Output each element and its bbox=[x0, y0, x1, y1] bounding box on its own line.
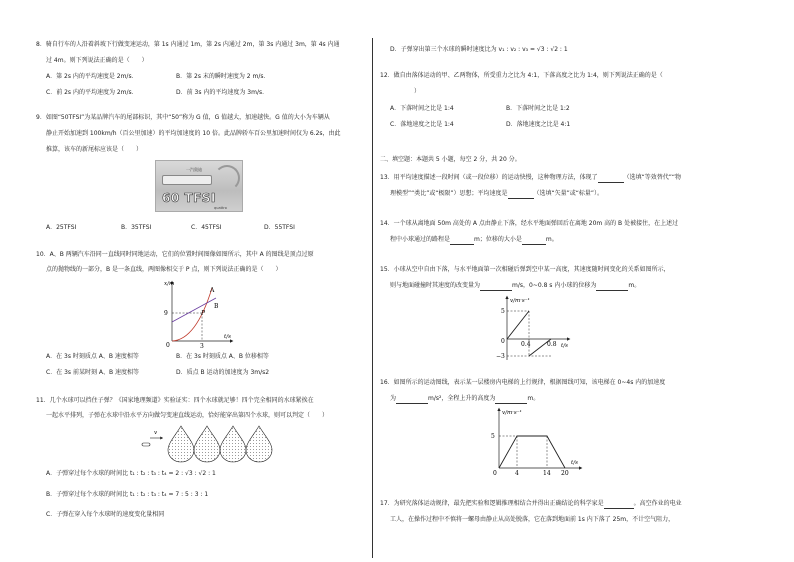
water-ball-4 bbox=[246, 426, 272, 462]
q10-xlabel: t/s bbox=[224, 334, 231, 340]
q15-ylabel: v/m·s⁻¹ bbox=[510, 298, 530, 304]
q17-blank-1[interactable] bbox=[604, 500, 634, 509]
q13-line2 bbox=[390, 190, 603, 199]
q16-origin: 0 bbox=[493, 470, 497, 476]
q9-stem-line3: 推算，该车的新尾标应该是（ ） bbox=[46, 146, 143, 153]
q14-line2 bbox=[390, 236, 558, 245]
q16-line2 bbox=[390, 395, 539, 404]
tail-light-curve bbox=[214, 165, 240, 191]
q17-line1-a: 17．为研究落体运动规律，最先把实验和逻辑推理相结合并得出正确结论的科学家是 bbox=[380, 500, 604, 507]
q8-option-a[interactable]: A．第 2s 内的平均速度是 2m/s． bbox=[46, 73, 138, 80]
q8-stem-line2: 过 4m。则下列说法正确的是（ ） bbox=[46, 57, 148, 64]
q9-option-a[interactable]: A．25TFSI bbox=[46, 224, 77, 231]
q10-stem-line1: 10．A、B 两辆汽车沿同一直线同时同地运动，它们的位置时间图像如图所示，其中 A 的图线是顶点过原 bbox=[36, 251, 314, 258]
q15-vt-graph bbox=[493, 294, 573, 364]
q10-ylabel: x/m bbox=[164, 281, 175, 287]
q8-option-d[interactable]: D．前 3s 内的平均速度为 3m/s． bbox=[176, 89, 269, 96]
q9-option-c[interactable]: C．45TFSI bbox=[191, 224, 222, 231]
q16-velocity-line bbox=[499, 436, 565, 468]
q13-line1 bbox=[380, 174, 681, 183]
car-badge-model-text: 60 TFSI bbox=[162, 191, 216, 205]
q15-xtick-1: 0.4 bbox=[521, 341, 531, 348]
q10-label-p: P bbox=[201, 310, 206, 317]
car-badge-sub-text: quattro bbox=[214, 206, 227, 210]
q14-blank-2[interactable] bbox=[522, 236, 546, 245]
q16-blank-2[interactable] bbox=[495, 395, 527, 404]
q15-ytick-pos: 5 bbox=[501, 308, 505, 315]
q10-ytick: 9 bbox=[164, 310, 168, 317]
q17-line2: 工人，在操作过程中不慎将一螺母由静止从高处脱落，它在落到地面前 1s 内下落了 25m，不计空气阻力， bbox=[390, 516, 675, 523]
q10-option-b[interactable]: B．在 3s 时刻质点 A、B 位移相等 bbox=[176, 353, 269, 360]
q11-option-d[interactable]: D．子弹穿出第三个水球的瞬时速度比为 v₁ : v₂ : v₃ = √3 : √2 : 1 bbox=[390, 46, 568, 53]
water-balls-figure bbox=[138, 424, 288, 464]
q13-line2-b: （选填“矢量”或“标量”）。 bbox=[533, 190, 603, 197]
q10-label-b: B bbox=[214, 303, 219, 310]
q9-option-d[interactable]: D．55TFSI bbox=[264, 224, 295, 231]
q13-line2-a: 理模型”“类比”或“极限”）思想；平均速度是 bbox=[390, 190, 508, 197]
q11-stem-line2: 一起水平排列，子弹在水球中沿水平方向做匀变速直线运动，恰好能穿出第四个水球，则可以判定（ ） bbox=[46, 412, 329, 419]
q15-xtick-2: 0.8 bbox=[547, 341, 557, 348]
left-column bbox=[0, 0, 375, 562]
q16-ytick: 5 bbox=[491, 433, 495, 440]
bullet-velocity-label: v bbox=[154, 430, 158, 436]
q12-option-b[interactable]: B．下落时间之比是 1:2 bbox=[506, 105, 570, 112]
q16-blank-1[interactable] bbox=[396, 395, 428, 404]
q13-blank-1[interactable] bbox=[598, 174, 624, 183]
q16-xlabel: t/s bbox=[571, 460, 578, 466]
section-2-heading: 二、填空题：本题共 5 小题，每空 2 分，共 20 分。 bbox=[380, 156, 521, 163]
q15-xlabel: t/s bbox=[561, 343, 568, 349]
q15-ytick-neg: −3 bbox=[496, 353, 505, 360]
q10-option-a[interactable]: A．在 3s 时刻质点 A、B 速度相等 bbox=[46, 353, 139, 360]
q10-line-b bbox=[172, 298, 216, 322]
bullet bbox=[142, 443, 150, 446]
q13-blank-2[interactable] bbox=[508, 190, 534, 199]
q8-option-b[interactable]: B．第 2s 末的瞬时速度为 2 m/s． bbox=[176, 73, 270, 80]
q10-curve-a bbox=[172, 288, 212, 341]
q14-blank-1[interactable] bbox=[450, 236, 474, 245]
car-badge-photo bbox=[155, 160, 243, 212]
q10-label-a: A bbox=[210, 287, 215, 294]
q10-xtick: 3 bbox=[200, 343, 204, 348]
q15-line2-a: 则与地面碰撞时其速度的改变量为 bbox=[390, 282, 481, 289]
water-ball-2 bbox=[194, 426, 220, 462]
q15-line2-c: m。 bbox=[628, 282, 641, 289]
q14-line2-a: 程中小球通过的路程是 bbox=[390, 236, 451, 243]
q14-line2-c: m。 bbox=[545, 236, 558, 243]
water-ball-1 bbox=[168, 426, 194, 462]
q10-stem-line2: 点的抛物线的一部分，B 是一条直线，两图像相交于 P 点，则下列说法正确的是（ ） bbox=[46, 266, 282, 273]
badge-plate bbox=[162, 175, 212, 185]
q16-line2-c: m。 bbox=[527, 395, 540, 402]
q16-xtick-2: 14 bbox=[543, 470, 551, 476]
q15-line2 bbox=[390, 282, 640, 291]
q8-stem-line1: 8．骑自行车的人沿着斜坡下行做变速运动，第 1s 内通过 1m，第 2s 内通过 2m，第 3s 内通过 3m，第 4s 内通 bbox=[36, 41, 340, 48]
q15-blank-2[interactable] bbox=[596, 282, 628, 291]
q12-option-d[interactable]: D．落地速度之比是 4:1 bbox=[506, 121, 571, 128]
q15-blank-1[interactable] bbox=[480, 282, 512, 291]
q10-option-d[interactable]: D．质点 B 运动的加速度为 3m/s2 bbox=[176, 369, 270, 376]
right-column bbox=[375, 0, 794, 562]
water-ball-3 bbox=[220, 426, 246, 462]
q9-option-b[interactable]: B．35TFSI bbox=[121, 224, 152, 231]
q15-origin: 0 bbox=[501, 338, 505, 345]
q10-origin: 0 bbox=[166, 342, 170, 348]
q11-option-a[interactable]: A．子弹穿过每个水球的时间比 t₁ : t₂ : t₃ : t₄ = 2 : √3 : √2 : 1 bbox=[46, 470, 216, 477]
q11-option-b[interactable]: B．子弹穿过每个水球的时间比 t₁ : t₂ : t₃ : t₄ = 7 : 5 : 3 : 1 bbox=[46, 491, 209, 498]
q12-option-c[interactable]: C．落地速度之比是 1:4 bbox=[390, 121, 454, 128]
q9-stem-line2: 静止开始加速到 100km/h（百公里加速）的平均加速度的 10 倍。此品牌轿车百公里加速时间仅为 6.2s，由此 bbox=[46, 130, 341, 137]
q16-line1: 16．如图所示的运动图线，表示某一层楼房内电梯的上行规律，根据图线可知，该电梯在 0~4s 内的加速度 bbox=[380, 379, 666, 386]
q13-line1-b: （选填“等效替代”“物 bbox=[623, 174, 681, 181]
q10-option-c[interactable]: C．在 3s 前某时刻 A、B 速度相等 bbox=[46, 369, 139, 376]
q17-line1 bbox=[380, 500, 682, 509]
q16-line2-a: 为 bbox=[390, 395, 397, 402]
q16-xtick-3: 20 bbox=[561, 470, 569, 476]
q16-xtick-1: 4 bbox=[515, 470, 519, 476]
q16-ylabel: v/m·s⁻¹ bbox=[502, 410, 522, 416]
q16-vt-graph bbox=[485, 406, 585, 476]
q11-option-c[interactable]: C．子弹在穿入每个水球时的速度变化量相同 bbox=[46, 511, 165, 518]
q11-stem-line1: 11．几个水球可以挡住子弹？《国家地理频道》实验证实：四个水球就足够！四个完全相同的水球紧挨在 bbox=[36, 397, 314, 404]
q15-fall-line bbox=[507, 311, 529, 339]
q15-line2-b: m/s，0~0.8 s 内小球的位移为 bbox=[512, 282, 597, 289]
q17-line1-b: 。高空作业的电业 bbox=[633, 500, 682, 507]
q16-line2-b: m/s²，全程上升的高度为 bbox=[428, 395, 496, 402]
q8-option-c[interactable]: C．前 2s 内的平均速度为 2m/s． bbox=[46, 89, 138, 96]
q12-option-a[interactable]: A．下落时间之比是 1:4 bbox=[390, 105, 454, 112]
q10-xt-graph bbox=[156, 278, 236, 348]
q14-line2-b: m；位移的大小是 bbox=[474, 236, 522, 243]
q15-line1: 15．小球从空中自由下落，与水平地面第一次相碰后弹到空中某一高度，其速度随时间变化的关系如图所示， bbox=[380, 266, 670, 273]
q13-line1-a: 13．用平均速度描述一段时间（或一段位移）的运动快慢，这种物理方法，体现了 bbox=[380, 174, 598, 181]
q9-stem-line1: 9．如图“50TFSI”为某品牌汽车的尾部标识，其中“50”称为 G 值，G 值越大，加速越快。G 值的大小为车辆从 bbox=[36, 114, 330, 121]
q12-stem-line2: ） bbox=[414, 88, 421, 95]
q14-line1: 14．一个球从离地面 50m 高处的 A 点由静止下落，经水平地面弹回后在离地 20m 高的 B 处被接住，在上述过 bbox=[380, 220, 679, 227]
q12-stem-line1: 12．做自由落体运动的甲、乙两物体，所受重力之比为 4:1，下落高度之比为 1:4，则下列说法正确的是（ bbox=[380, 72, 663, 79]
car-badge-small-text: 一汽奥迪 bbox=[186, 167, 202, 172]
